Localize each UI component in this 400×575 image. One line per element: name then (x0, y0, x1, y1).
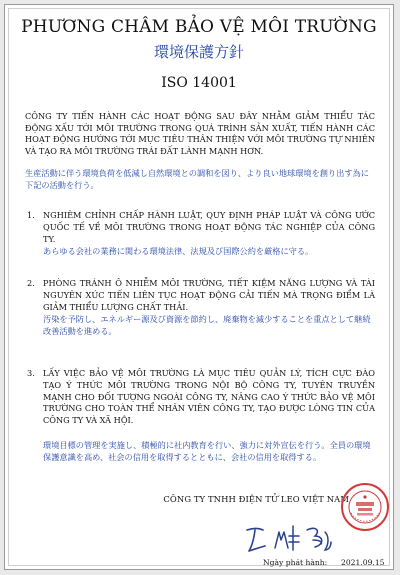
company-name: CÔNG TY TNHH ĐIỆN TỬ LEO VIỆT NAM (163, 494, 349, 504)
issue-date-value: 2021.09.15 (341, 558, 385, 567)
policy-item-number: 2. (27, 278, 35, 288)
document-title-japanese: 環境保護方針 (153, 43, 244, 61)
policy-item-number: 1. (27, 210, 35, 220)
iso-standard-label: ISO 14001 (161, 75, 237, 91)
policy-item-number: 3. (27, 368, 35, 378)
company-seal-icon (339, 481, 391, 533)
policy-item-2 (27, 278, 375, 353)
policy-item-text: PHÒNG TRÁNH Ô NHIỄM MÔI TRƯỜNG, TIẾT KIỆM NĂNG LƯỢNG VÀ TÀI NGUYÊN XÚC TIẾN LIÊN TỤC HOẠT ĐỘNG CẢI TIẾN MÀ TRỌNG ĐIỂM LÀ GIẢM THIỂU LƯỢNG CHẤT THẢI. (43, 278, 375, 312)
handwritten-signature (243, 520, 333, 554)
document-page (4, 4, 394, 570)
policy-item-text-japanese: 汚染を予防し、エネルギー源及び資源を節約し、廃棄物を減少することを重点として継続改善活動を進める。 (43, 314, 371, 336)
intro-japanese: 生産活動に伴う環境負荷を低減し自然環境との調和を図り、より良い地球環境を創り出す為に下記の活動を行う。 (25, 168, 369, 190)
policy-item-text-japanese: あらゆる会社の業務に関わる環境法律、法規及び国際公約を厳格に守る。 (43, 246, 314, 256)
issue-date-label: Ngày phát hành: (263, 558, 328, 567)
intro-vietnamese: CÔNG TY TIẾN HÀNH CÁC HOẠT ĐỘNG SAU ĐÂY NHẰM GIẢM THIỂU TÁC ĐỘNG XẤU TỚI MÔI TRƯỜNG TRONG QUÁ TRÌNH SẢN XUẤT, TIẾN HÀNH CÁC HOẠT ĐỘNG HƯỚNG TỚI MỤC TIÊU THÂN THIỆN VỚI MÔI TRƯỜNG TỰ NHIÊN VÀ TẠO RA MÔI TRƯỜNG TRÁI ĐẤT LÀNH MẠNH HƠN. (25, 111, 375, 156)
policy-item-text-japanese: 環境目標の管理を実施し、積極的に社内教育を行い、強力に対外宣伝を行う。全員の環境保護意識を高め、社会の信用を取得するとともに、会社の信用を取得する。 (43, 440, 371, 462)
policy-item-text: NGHIÊM CHỈNH CHẤP HÀNH LUẬT, QUY ĐỊNH PHÁP LUẬT VÀ CÔNG ƯỚC QUỐC TẾ VỀ MÔI TRƯỜNG TRONG HOẠT ĐỘNG TÁC NGHIỆP CỦA CÔNG TY. (43, 210, 375, 244)
policy-item-3 (27, 368, 375, 483)
policy-item-1 (27, 210, 375, 270)
document-title: PHƯƠNG CHÂM BẢO VỆ MÔI TRƯỜNG (21, 17, 377, 37)
policy-item-text: LẤY VIỆC BẢO VỆ MÔI TRƯỜNG LÀ MỤC TIÊU QUẢN LÝ, TÍCH CỰC ĐÀO TẠO Ý THỨC MÔI TRƯỜNG TRONG NỘI BỘ CÔNG TY, TUYÊN TRUYỀN MẠNH CHO ĐỐI TƯỢNG NGOÀI CÔNG TY, NÂNG CAO Ý THỨC BẢO VỆ MÔI TRƯỜNG CHO TOÀN THỂ NHÂN VIÊN CÔNG TY, TẠO ĐƯỢC LÒNG TIN CỦA CÔNG TY VÀ XÃ HỘI. (43, 368, 375, 426)
